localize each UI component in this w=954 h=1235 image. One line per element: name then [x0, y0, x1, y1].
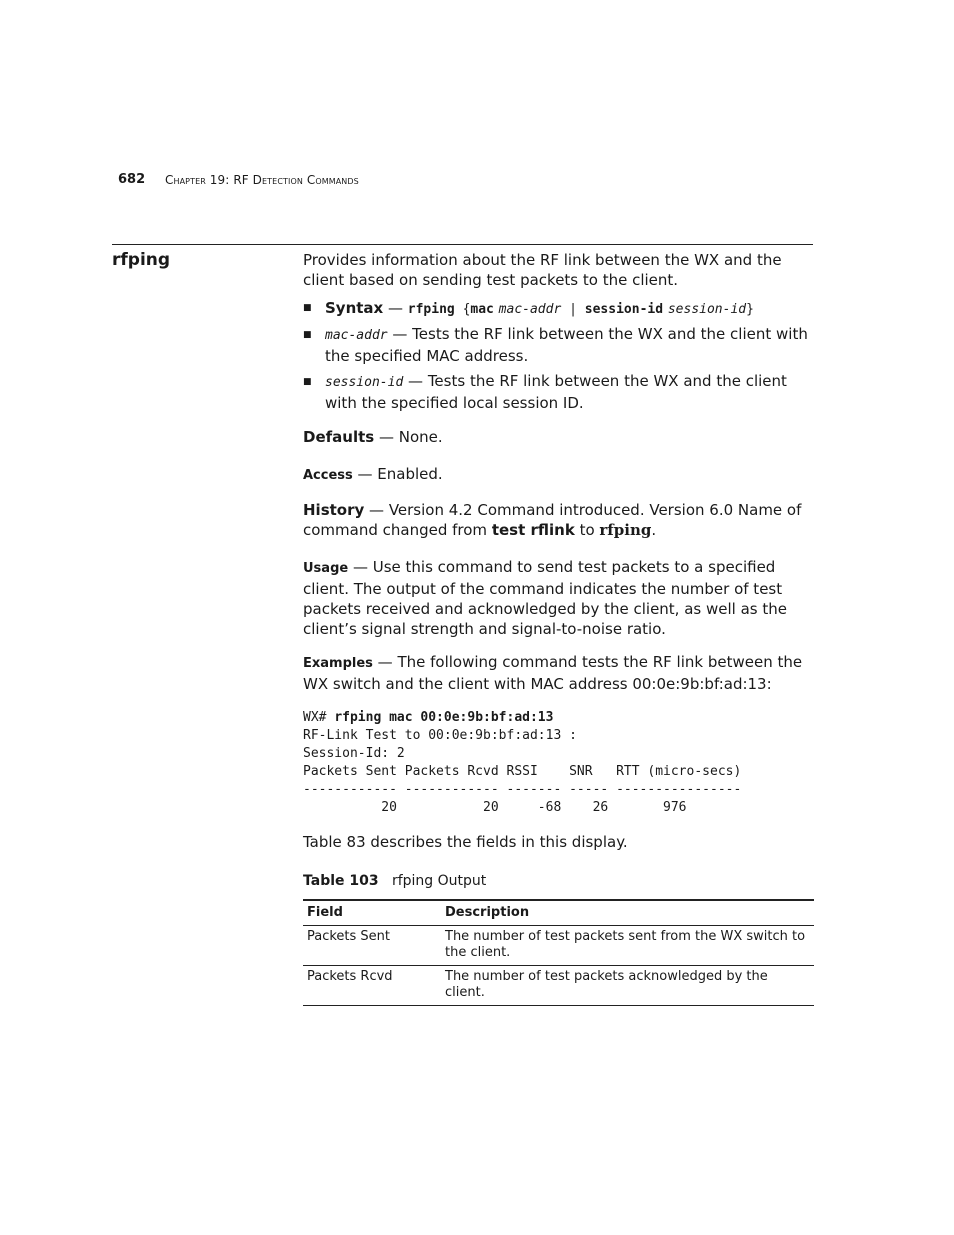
- syntax-session-arg: session-id: [667, 302, 747, 317]
- param-mac-addr: [325, 324, 815, 366]
- section-divider: [112, 244, 813, 245]
- defaults-text: — None.: [374, 428, 443, 446]
- code-output-line: Packets Sent Packets Rcvd RSSI SNR RTT (micro-secs): [303, 764, 742, 779]
- syntax-command: rfping: [407, 302, 455, 317]
- command-intro: Provides information about the RF link between the WX and the client based on sending test packets to the client.: [303, 251, 782, 289]
- table-cell-field: Packets Rcvd: [303, 966, 441, 1006]
- chapter-title: Chapter 19: RF Detection Commands: [165, 173, 359, 187]
- table-cell-field: Packets Sent: [303, 926, 441, 966]
- usage-label: Usage: [303, 561, 349, 576]
- code-prompt: WX#: [303, 710, 335, 725]
- param-description: — Tests the RF link between the WX and the client with the specified MAC address.: [325, 325, 808, 365]
- syntax-mac-arg: mac-addr: [498, 302, 562, 317]
- history-text: — Version 4.2 Command introduced. Version 6.0 Name of command changed from: [303, 501, 802, 539]
- code-command-line: [303, 709, 553, 727]
- command-title: rfping: [112, 250, 171, 270]
- history-line: [303, 500, 815, 540]
- defaults-label: Defaults: [303, 428, 375, 446]
- code-output-line: 20 20 -68 26 976: [303, 800, 687, 815]
- syntax-mac-keyword: mac: [470, 302, 494, 317]
- table-header-description: Description: [441, 900, 814, 926]
- syntax-open-brace: {: [454, 302, 471, 317]
- table-caption: [303, 873, 486, 889]
- examples-text: — The following command tests the RF link between the WX switch and the client with MAC address 00:0e:9b:bf:ad:13:: [303, 653, 803, 693]
- usage-text: — Use this command to send test packets to a specified client. The output of the command indicates the number of test packets received and acknowledged by the client, as well as the client’s signal strength and signal-to-noise ratio.: [303, 558, 787, 638]
- table-row: [303, 966, 814, 1006]
- code-command: rfping mac 00:0e:9b:bf:ad:13: [334, 710, 554, 725]
- defaults-line: [303, 427, 815, 447]
- history-new-command: rfping: [599, 521, 652, 539]
- history-end: .: [651, 521, 657, 539]
- syntax-dash: —: [383, 299, 408, 317]
- page-number: 682: [118, 172, 146, 187]
- history-label: History: [303, 501, 365, 519]
- syntax-line: [325, 298, 815, 320]
- param-name: session-id: [325, 375, 404, 390]
- examples-line: [303, 652, 815, 694]
- table-cell-description: The number of test packets sent from the WX switch to the client.: [441, 926, 814, 966]
- table-header-row: [303, 900, 814, 926]
- bullet-icon: ■: [303, 330, 312, 340]
- access-line: [303, 464, 815, 486]
- history-to: to: [574, 521, 600, 539]
- output-fields-table: [303, 899, 814, 1006]
- syntax-label: Syntax: [325, 299, 384, 317]
- param-session-id: [325, 371, 815, 413]
- syntax-close-brace: }: [746, 302, 754, 317]
- param-description: — Tests the RF link between the WX and the client with the specified local session ID.: [325, 372, 787, 412]
- access-label: Access: [303, 468, 353, 483]
- history-old-command: test rflink: [491, 521, 575, 539]
- bullet-icon: ■: [303, 377, 312, 387]
- code-output-line: ------------ ------------ ------- ----- ----------------: [303, 782, 742, 797]
- examples-label: Examples: [303, 656, 373, 671]
- table-caption-label: Table 103: [303, 873, 379, 889]
- code-output-line: RF-Link Test to 00:0e:9b:bf:ad:13 :: [303, 728, 577, 743]
- table-header-field: Field: [303, 900, 441, 926]
- code-output-line: Session-Id: 2: [303, 746, 405, 761]
- usage-line: [303, 557, 815, 639]
- table-row: [303, 926, 814, 966]
- bullet-icon: ■: [303, 303, 312, 313]
- table-caption-title: rfping Output: [391, 873, 487, 889]
- syntax-separator: |: [561, 302, 585, 317]
- param-name: mac-addr: [325, 328, 388, 343]
- access-text: — Enabled.: [352, 465, 443, 483]
- table-reference: Table 83 describes the fields in this display.: [303, 833, 628, 851]
- syntax-session-keyword: session-id: [584, 302, 664, 317]
- table-cell-description: The number of test packets acknowledged by the client.: [441, 966, 814, 1006]
